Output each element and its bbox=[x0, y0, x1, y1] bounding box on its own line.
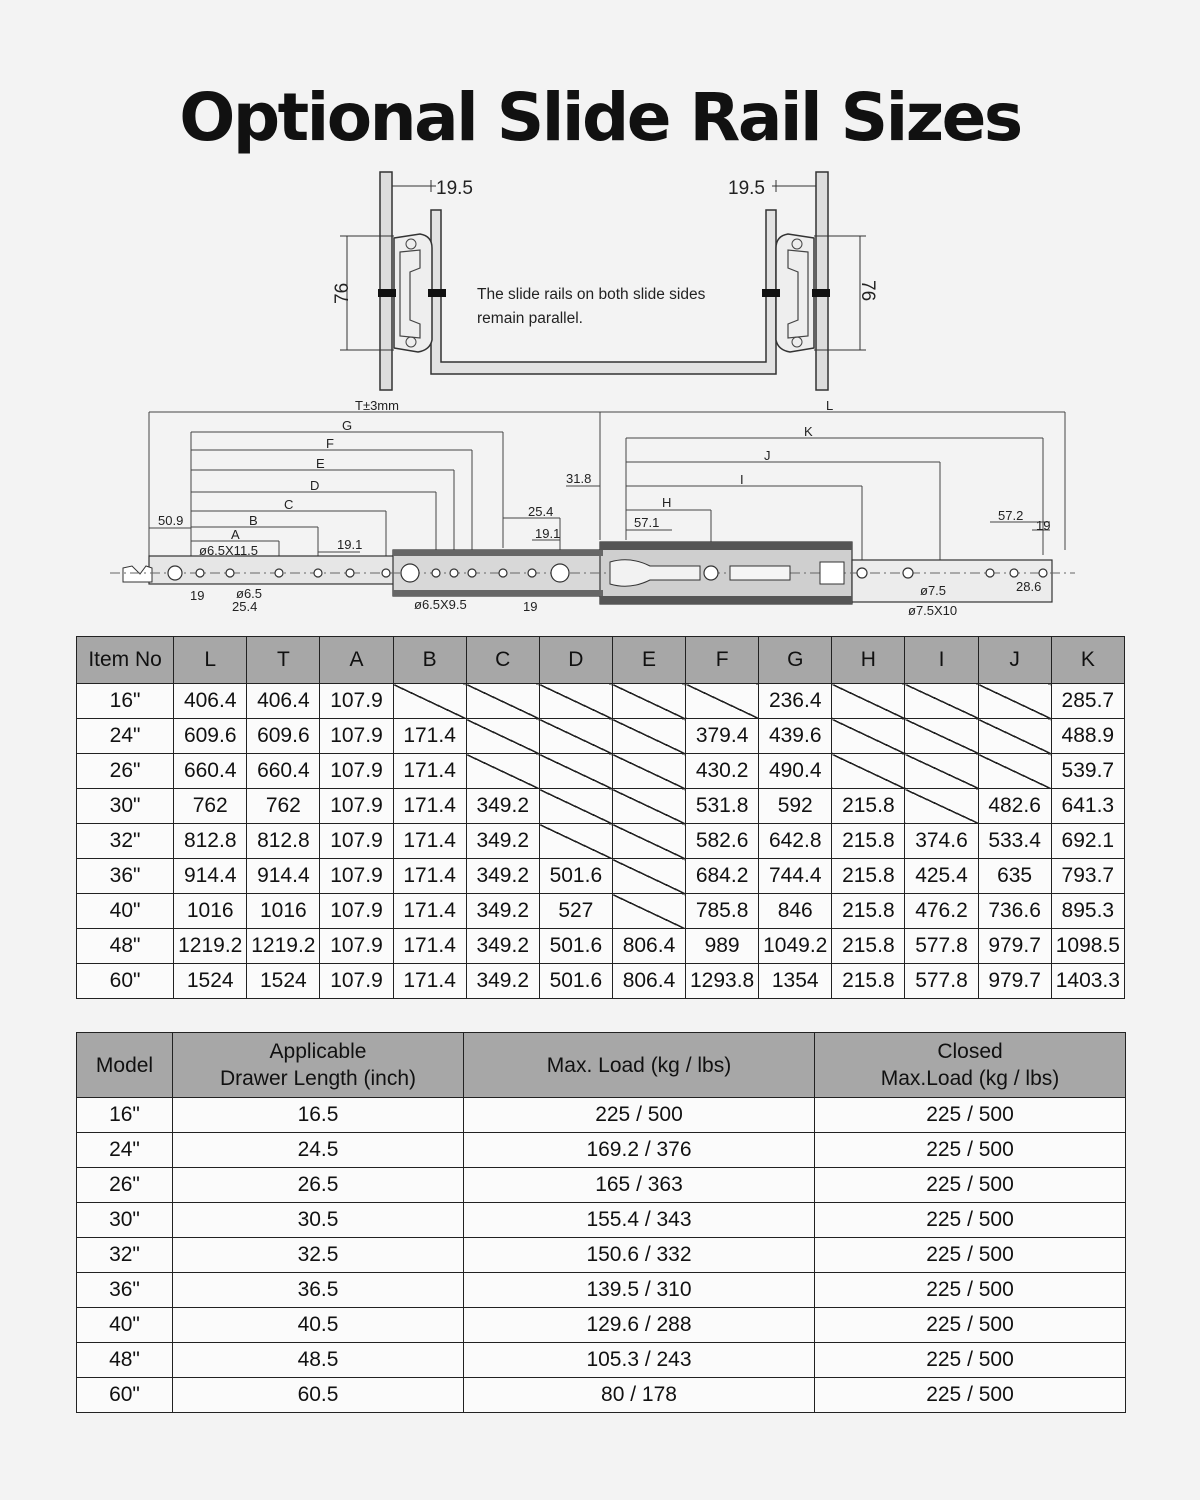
label-25-4-a: 25.4 bbox=[528, 504, 554, 519]
dimension-cell: 171.4 bbox=[393, 964, 466, 999]
dimension-cell: 349.2 bbox=[466, 859, 539, 894]
load-cell: 225 / 500 bbox=[815, 1273, 1126, 1308]
label-50-9: 50.9 bbox=[158, 513, 184, 528]
dimension-cell: 215.8 bbox=[832, 929, 905, 964]
dimension-cell: 812.8 bbox=[174, 824, 247, 859]
dimension-cell bbox=[832, 684, 905, 719]
dimension-cell: 577.8 bbox=[905, 929, 978, 964]
load-cell: 225 / 500 bbox=[815, 1203, 1126, 1238]
header-line: Max.Load (kg / lbs) bbox=[880, 1067, 1060, 1090]
label-57-1: 57.1 bbox=[634, 515, 660, 530]
dimension-cell: 914.4 bbox=[247, 859, 320, 894]
model-cell: 36" bbox=[77, 1273, 173, 1308]
table-row bbox=[77, 1308, 1126, 1343]
load-header-cell bbox=[815, 1033, 1126, 1098]
load-cell: 169.2 / 376 bbox=[464, 1133, 815, 1168]
dimension-cell: 349.2 bbox=[466, 894, 539, 929]
load-cell: 225 / 500 bbox=[815, 1238, 1126, 1273]
table-row bbox=[77, 754, 1125, 789]
label-T: T±3mm bbox=[355, 400, 399, 413]
label-I: I bbox=[740, 472, 744, 487]
table-row bbox=[77, 719, 1125, 754]
dimension-cell: 592 bbox=[759, 789, 832, 824]
item-no-cell: 30" bbox=[77, 789, 174, 824]
dimension-cell: 736.6 bbox=[978, 894, 1051, 929]
label-7-5x10: ø7.5X10 bbox=[908, 603, 958, 618]
dimension-cell: 1219.2 bbox=[247, 929, 320, 964]
dimension-cell: 430.2 bbox=[686, 754, 759, 789]
header-line: Applicable bbox=[269, 1040, 367, 1063]
load-cell: 105.3 / 243 bbox=[464, 1343, 815, 1378]
dimension-cell bbox=[466, 684, 539, 719]
parallel-note-line1: The slide rails on both slide sides bbox=[477, 286, 706, 303]
label-19-b: 19 bbox=[190, 588, 205, 603]
item-no-cell: 48" bbox=[77, 929, 174, 964]
dimension-cell: 635 bbox=[978, 859, 1051, 894]
table-row bbox=[77, 824, 1125, 859]
dimension-cell bbox=[978, 754, 1051, 789]
dimension-cell: 215.8 bbox=[832, 964, 905, 999]
load-cell: 225 / 500 bbox=[464, 1098, 815, 1133]
parallel-note-line2: remain parallel. bbox=[477, 310, 583, 327]
item-no-cell: 24" bbox=[77, 719, 174, 754]
load-cell: 16.5 bbox=[173, 1098, 464, 1133]
label-57-2: 57.2 bbox=[998, 508, 1024, 523]
dimension-cell: 641.3 bbox=[1051, 789, 1124, 824]
dimension-cell: 609.6 bbox=[247, 719, 320, 754]
dimension-cell: 482.6 bbox=[978, 789, 1051, 824]
dimension-cell bbox=[612, 859, 685, 894]
dimension-table bbox=[76, 636, 1125, 999]
dimension-cell: 1049.2 bbox=[759, 929, 832, 964]
dimension-cell: 979.7 bbox=[978, 964, 1051, 999]
label-31-8: 31.8 bbox=[566, 471, 592, 486]
dimension-cell: 215.8 bbox=[832, 894, 905, 929]
dimension-cell: 1354 bbox=[759, 964, 832, 999]
dimension-cell: 501.6 bbox=[539, 964, 612, 999]
dimension-cell: 349.2 bbox=[466, 964, 539, 999]
item-no-cell: 26" bbox=[77, 754, 174, 789]
dimension-cell: 349.2 bbox=[466, 824, 539, 859]
table-row bbox=[77, 964, 1125, 999]
label-7-5: ø7.5 bbox=[920, 583, 947, 598]
item-no-cell: 40" bbox=[77, 894, 174, 929]
dimension-cell: 107.9 bbox=[320, 719, 393, 754]
dimension-header-cell: K bbox=[1051, 637, 1124, 684]
dimension-header-cell: L bbox=[174, 637, 247, 684]
header-line: Model bbox=[95, 1053, 154, 1077]
model-cell: 60" bbox=[77, 1378, 173, 1413]
table-row bbox=[77, 1203, 1126, 1238]
dim-76-left: 76 bbox=[332, 282, 353, 304]
dimension-cell: 979.7 bbox=[978, 929, 1051, 964]
model-cell: 26" bbox=[77, 1168, 173, 1203]
dimension-cell: 1016 bbox=[247, 894, 320, 929]
table-row bbox=[77, 1168, 1126, 1203]
label-E: E bbox=[316, 456, 325, 471]
dimension-cell bbox=[539, 789, 612, 824]
dimension-cell: 914.4 bbox=[174, 859, 247, 894]
dimension-cell: 806.4 bbox=[612, 964, 685, 999]
label-F: F bbox=[326, 436, 334, 451]
load-cell: 26.5 bbox=[173, 1168, 464, 1203]
item-no-cell: 32" bbox=[77, 824, 174, 859]
label-19-c: 19 bbox=[523, 599, 538, 614]
label-19-1-a: 19.1 bbox=[337, 537, 363, 552]
item-no-cell: 60" bbox=[77, 964, 174, 999]
dimension-cell: 1524 bbox=[174, 964, 247, 999]
table-row bbox=[77, 1133, 1126, 1168]
load-cell: 24.5 bbox=[173, 1133, 464, 1168]
side-view-drawing bbox=[0, 400, 1200, 625]
dimension-cell: 285.7 bbox=[1051, 684, 1124, 719]
dimension-header-cell: D bbox=[539, 637, 612, 684]
dimension-cell bbox=[686, 684, 759, 719]
page-title: Optional Slide Rail Sizes bbox=[179, 79, 1021, 156]
dimension-cell bbox=[905, 719, 978, 754]
load-cell: 155.4 / 343 bbox=[464, 1203, 815, 1238]
item-no-cell: 36" bbox=[77, 859, 174, 894]
load-table-header bbox=[77, 1033, 1126, 1098]
dimension-cell bbox=[539, 719, 612, 754]
dimension-header-cell: I bbox=[905, 637, 978, 684]
label-6-5x9-5: ø6.5X9.5 bbox=[414, 597, 467, 612]
dimension-cell: 806.4 bbox=[612, 929, 685, 964]
dimension-cell: 488.9 bbox=[1051, 719, 1124, 754]
table-row bbox=[77, 1378, 1126, 1413]
header-line: Drawer Length (inch) bbox=[219, 1067, 417, 1090]
load-cell: 225 / 500 bbox=[815, 1343, 1126, 1378]
label-C: C bbox=[284, 497, 294, 512]
dimension-cell: 349.2 bbox=[466, 929, 539, 964]
load-cell: 32.5 bbox=[173, 1238, 464, 1273]
dimension-cell: 215.8 bbox=[832, 824, 905, 859]
dimension-cell: 215.8 bbox=[832, 789, 905, 824]
label-6-5: ø6.5 bbox=[236, 586, 263, 601]
model-cell: 16" bbox=[77, 1098, 173, 1133]
dimension-cell: 1293.8 bbox=[686, 964, 759, 999]
model-cell: 30" bbox=[77, 1203, 173, 1238]
dimension-cell: 582.6 bbox=[686, 824, 759, 859]
model-cell: 32" bbox=[77, 1238, 173, 1273]
dimension-cell bbox=[978, 719, 1051, 754]
dimension-cell: 609.6 bbox=[174, 719, 247, 754]
load-cell: 60.5 bbox=[173, 1378, 464, 1413]
load-table bbox=[76, 1032, 1126, 1413]
dimension-cell: 107.9 bbox=[320, 754, 393, 789]
table-row bbox=[77, 894, 1125, 929]
label-D: D bbox=[310, 478, 320, 493]
dimension-cell bbox=[905, 789, 978, 824]
dimension-header-cell: J bbox=[978, 637, 1051, 684]
dimension-cell: 406.4 bbox=[174, 684, 247, 719]
dimension-cell: 692.1 bbox=[1051, 824, 1124, 859]
model-cell: 24" bbox=[77, 1133, 173, 1168]
dimension-cell: 107.9 bbox=[320, 929, 393, 964]
dimension-cell bbox=[466, 719, 539, 754]
cross-section-drawing bbox=[0, 160, 1200, 400]
label-G: G bbox=[342, 418, 353, 433]
model-cell: 48" bbox=[77, 1343, 173, 1378]
dimension-header-cell: Item No bbox=[77, 637, 174, 684]
load-cell: 48.5 bbox=[173, 1343, 464, 1378]
dimension-cell bbox=[612, 719, 685, 754]
load-cell: 80 / 178 bbox=[464, 1378, 815, 1413]
label-A: A bbox=[231, 527, 240, 542]
dimension-cell: 379.4 bbox=[686, 719, 759, 754]
dimension-header-cell: T bbox=[247, 637, 320, 684]
dimension-cell: 527 bbox=[539, 894, 612, 929]
dim-76-right: 76 bbox=[857, 280, 878, 302]
dimension-cell: 660.4 bbox=[174, 754, 247, 789]
dimension-cell: 349.2 bbox=[466, 789, 539, 824]
dimension-header-cell: E bbox=[612, 637, 685, 684]
load-cell: 165 / 363 bbox=[464, 1168, 815, 1203]
table-row bbox=[77, 929, 1125, 964]
dimension-cell: 501.6 bbox=[539, 929, 612, 964]
label-28-6: 28.6 bbox=[1016, 579, 1042, 594]
load-header-cell bbox=[77, 1033, 173, 1098]
dimension-cell bbox=[612, 789, 685, 824]
dimension-cell bbox=[539, 754, 612, 789]
dimension-cell: 171.4 bbox=[393, 859, 466, 894]
dimension-cell: 533.4 bbox=[978, 824, 1051, 859]
dimension-cell: 1524 bbox=[247, 964, 320, 999]
load-header-cell bbox=[173, 1033, 464, 1098]
dimension-cell: 812.8 bbox=[247, 824, 320, 859]
dimension-cell: 785.8 bbox=[686, 894, 759, 929]
label-6-5x11-5: ø6.5X11.5 bbox=[199, 543, 259, 558]
dimension-cell: 107.9 bbox=[320, 824, 393, 859]
dimension-cell: 107.9 bbox=[320, 684, 393, 719]
dimension-cell: 439.6 bbox=[759, 719, 832, 754]
dimension-cell: 171.4 bbox=[393, 929, 466, 964]
label-25-4-b: 25.4 bbox=[232, 599, 258, 614]
dimension-cell bbox=[612, 824, 685, 859]
dimension-cell bbox=[612, 894, 685, 929]
item-no-cell: 16" bbox=[77, 684, 174, 719]
dimension-cell: 1219.2 bbox=[174, 929, 247, 964]
table-row bbox=[77, 1273, 1126, 1308]
table-row bbox=[77, 1098, 1126, 1133]
dimension-cell: 684.2 bbox=[686, 859, 759, 894]
label-K: K bbox=[804, 424, 813, 439]
model-cell: 40" bbox=[77, 1308, 173, 1343]
dimension-cell: 539.7 bbox=[1051, 754, 1124, 789]
dimension-cell: 577.8 bbox=[905, 964, 978, 999]
dimension-cell: 107.9 bbox=[320, 964, 393, 999]
table-row bbox=[77, 859, 1125, 894]
dimension-cell: 642.8 bbox=[759, 824, 832, 859]
dimension-header-cell: H bbox=[832, 637, 905, 684]
load-cell: 36.5 bbox=[173, 1273, 464, 1308]
header-line: Closed bbox=[937, 1040, 1003, 1063]
dimension-cell: 171.4 bbox=[393, 789, 466, 824]
dimension-cell: 846 bbox=[759, 894, 832, 929]
dimension-cell bbox=[539, 684, 612, 719]
dimension-cell bbox=[832, 754, 905, 789]
dimension-cell bbox=[466, 754, 539, 789]
dimension-header-cell: C bbox=[466, 637, 539, 684]
dimension-cell: 660.4 bbox=[247, 754, 320, 789]
dimension-cell: 107.9 bbox=[320, 789, 393, 824]
dim-19-5-right: 19.5 bbox=[728, 178, 765, 199]
table-row bbox=[77, 1238, 1126, 1273]
dimension-cell bbox=[539, 824, 612, 859]
load-cell: 40.5 bbox=[173, 1308, 464, 1343]
header-line: Max. Load (kg / lbs) bbox=[546, 1053, 732, 1077]
dimension-cell: 1403.3 bbox=[1051, 964, 1124, 999]
label-H: H bbox=[662, 495, 672, 510]
load-cell: 225 / 500 bbox=[815, 1098, 1126, 1133]
table-row bbox=[77, 1343, 1126, 1378]
dimension-cell: 236.4 bbox=[759, 684, 832, 719]
dim-19-5-left: 19.5 bbox=[436, 178, 473, 199]
dimension-cell: 1098.5 bbox=[1051, 929, 1124, 964]
dimension-header-cell: G bbox=[759, 637, 832, 684]
dimension-cell: 406.4 bbox=[247, 684, 320, 719]
dimension-cell bbox=[905, 684, 978, 719]
dimension-cell: 171.4 bbox=[393, 719, 466, 754]
table-row bbox=[77, 684, 1125, 719]
dimension-cell: 490.4 bbox=[759, 754, 832, 789]
dimension-cell: 989 bbox=[686, 929, 759, 964]
dimension-cell: 425.4 bbox=[905, 859, 978, 894]
label-L: L bbox=[826, 400, 834, 413]
dimension-cell: 744.4 bbox=[759, 859, 832, 894]
dimension-cell bbox=[905, 754, 978, 789]
dimension-header-cell: A bbox=[320, 637, 393, 684]
load-cell: 139.5 / 310 bbox=[464, 1273, 815, 1308]
dimension-cell: 215.8 bbox=[832, 859, 905, 894]
load-cell: 129.6 / 288 bbox=[464, 1308, 815, 1343]
dimension-cell: 1016 bbox=[174, 894, 247, 929]
dimension-cell: 531.8 bbox=[686, 789, 759, 824]
dimension-cell: 171.4 bbox=[393, 754, 466, 789]
dimension-header-cell: B bbox=[393, 637, 466, 684]
dimension-cell: 107.9 bbox=[320, 894, 393, 929]
dimension-cell: 762 bbox=[247, 789, 320, 824]
dimension-cell bbox=[978, 684, 1051, 719]
label-19-1-b: 19.1 bbox=[535, 526, 561, 541]
load-header-cell bbox=[464, 1033, 815, 1098]
dimension-cell: 171.4 bbox=[393, 894, 466, 929]
table-row bbox=[77, 789, 1125, 824]
load-cell: 150.6 / 332 bbox=[464, 1238, 815, 1273]
dimension-cell: 107.9 bbox=[320, 859, 393, 894]
load-cell: 225 / 500 bbox=[815, 1133, 1126, 1168]
dimension-cell bbox=[612, 684, 685, 719]
dimension-table-header bbox=[77, 637, 1125, 684]
label-19-a: 19 bbox=[1036, 518, 1051, 533]
label-B: B bbox=[249, 513, 258, 528]
dimension-cell: 171.4 bbox=[393, 824, 466, 859]
dimension-cell: 476.2 bbox=[905, 894, 978, 929]
load-cell: 225 / 500 bbox=[815, 1308, 1126, 1343]
dimension-cell: 762 bbox=[174, 789, 247, 824]
load-cell: 225 / 500 bbox=[815, 1378, 1126, 1413]
load-cell: 225 / 500 bbox=[815, 1168, 1126, 1203]
dimension-cell: 374.6 bbox=[905, 824, 978, 859]
dimension-cell: 895.3 bbox=[1051, 894, 1124, 929]
dimension-cell bbox=[832, 719, 905, 754]
load-cell: 30.5 bbox=[173, 1203, 464, 1238]
label-J: J bbox=[764, 448, 771, 463]
dimension-header-cell: F bbox=[686, 637, 759, 684]
dimension-cell bbox=[612, 754, 685, 789]
dimension-cell: 793.7 bbox=[1051, 859, 1124, 894]
dimension-cell: 501.6 bbox=[539, 859, 612, 894]
dimension-cell bbox=[393, 684, 466, 719]
